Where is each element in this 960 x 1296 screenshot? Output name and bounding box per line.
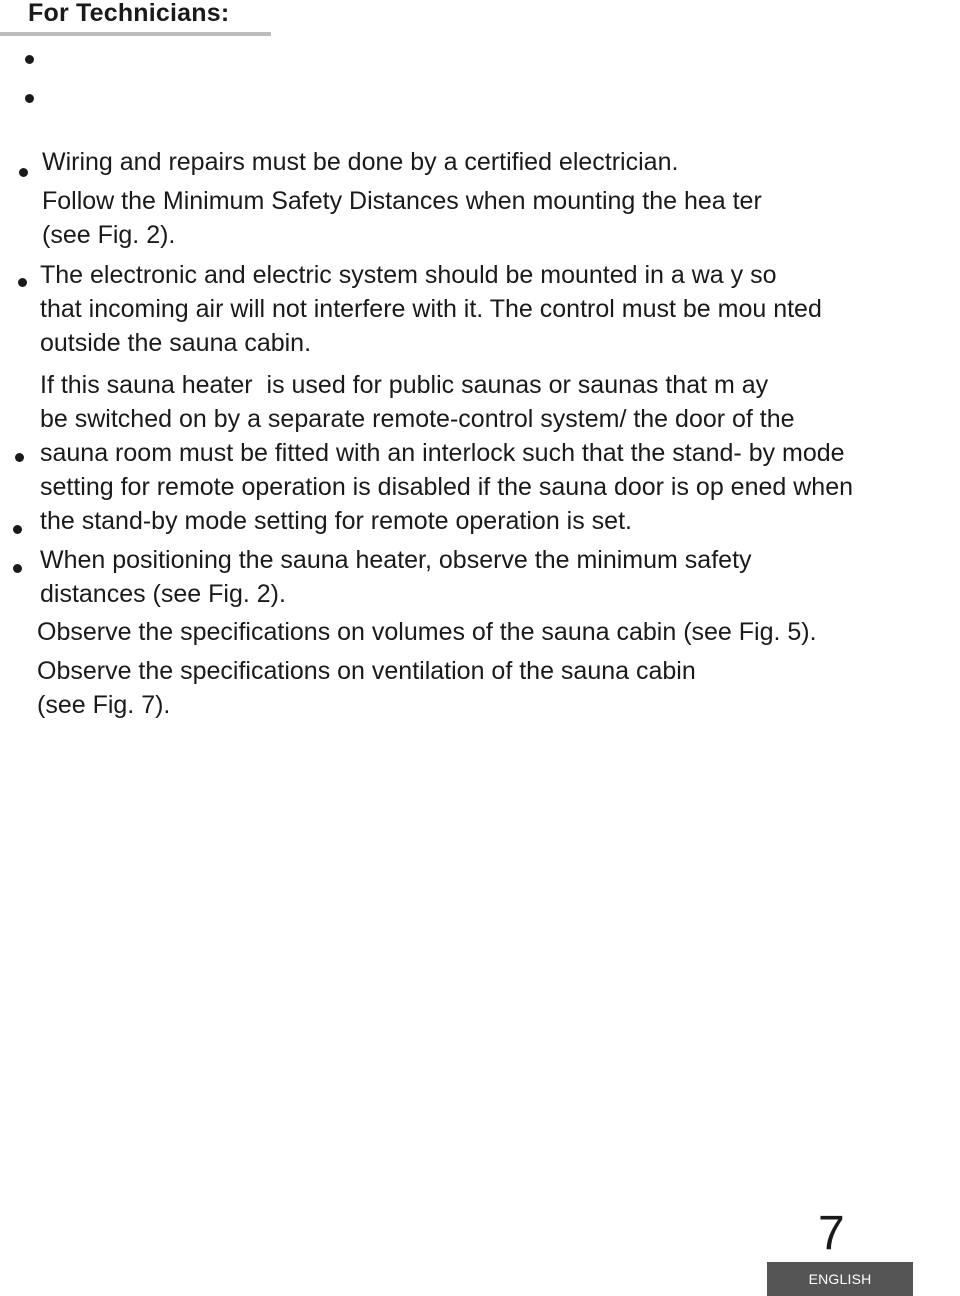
list-item-text: Observe the specifications on volumes of the sauna cabin (see Fig. 5). <box>37 617 817 646</box>
list-item <box>37 551 696 790</box>
list-item-text: Observe the specifications on ventilation of the sauna cabin (see Fig. 7). <box>37 656 696 719</box>
bullet-dot-icon <box>13 525 22 534</box>
list-item-text: When positioning the sauna heater, observe the minimum safety distances (see Fig. 2). <box>40 545 752 608</box>
bullet-dot-icon <box>18 278 27 287</box>
list-item-text: Wiring and repairs must be done by a certified electrician. <box>42 147 679 176</box>
heading-underline <box>0 32 271 36</box>
bullet-dot-icon <box>15 453 24 462</box>
bullet-dot-icon <box>25 55 34 64</box>
list-item-text: Follow the Minimum Safety Distances when mounting the hea ter (see Fig. 2). <box>42 186 762 249</box>
bullet-dot-icon <box>25 94 34 103</box>
bullet-dot-icon <box>13 564 22 573</box>
section-heading: For Technicians: <box>28 0 230 27</box>
list-item-text: If this sauna heater is used for public saunas or saunas that m ay be switched on by a separate remote-control system/ the door of the sauna room must be fitted with an interlock such that the stand- by mode setting for remote operation is disabled if the sauna door is op ened when the stand-by mode setting for remote operation is set. <box>40 370 854 536</box>
language-label: ENGLISH <box>767 1262 913 1296</box>
page-number: 7 <box>818 1207 845 1260</box>
list-item-text: The electronic and electric system should be mounted in a wa y so that incoming air will not interfere with it. The control must be mou nted outside the sauna cabin. <box>40 260 822 358</box>
bullet-dot-icon <box>19 168 28 177</box>
